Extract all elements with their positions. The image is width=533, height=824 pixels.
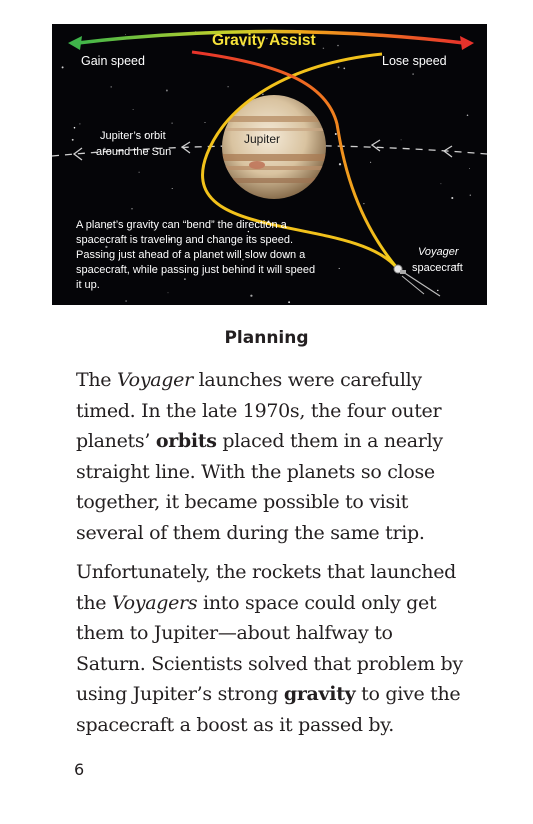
text-line: them to Jupiter—about halfway to [76, 622, 393, 644]
star [370, 162, 371, 163]
text-line: Saturn. Scientists solved that problem by [76, 652, 463, 675]
star [338, 66, 340, 68]
star [451, 197, 453, 199]
star [323, 48, 324, 49]
text-span: The [76, 369, 117, 391]
star [125, 34, 126, 35]
gain-speed-label: Gain speed [81, 54, 145, 68]
paragraph-planning [76, 365, 496, 548]
orbit-label-line1: Jupiter’s orbit [100, 130, 166, 142]
text-line [76, 426, 496, 457]
text-line [76, 679, 496, 710]
section-heading: Planning [224, 328, 309, 348]
text-span: launches were carefully [192, 369, 422, 391]
star [337, 45, 339, 47]
text-span: the [76, 591, 112, 614]
orbit-label-line2: around the Sun [96, 146, 172, 158]
jupiter-label: Jupiter [244, 132, 281, 146]
paragraph-gravity [76, 557, 496, 740]
page-number: 6 [74, 760, 85, 779]
jupiter-planet [212, 95, 342, 199]
text-line: timed. In the late 1970s, the four outer [76, 399, 442, 422]
star [227, 86, 228, 87]
text-span: placed them in a nearly [216, 430, 443, 452]
star [469, 168, 470, 169]
star [437, 290, 438, 291]
star [79, 123, 80, 124]
voyager-label-word: spacecraft [412, 262, 463, 274]
text-span: into space could only get [197, 591, 437, 614]
gain-speed-arrow-icon [68, 36, 82, 50]
star [110, 86, 112, 88]
lose-speed-arrow-icon [460, 36, 474, 50]
star [131, 208, 132, 209]
star [172, 188, 173, 189]
star [288, 301, 290, 303]
text-line: Unfortunately, the rockets that launched [76, 561, 457, 583]
text-span: planets’ [76, 430, 156, 452]
star [467, 115, 469, 117]
star [363, 203, 364, 204]
star [138, 172, 139, 173]
star [62, 66, 64, 68]
star [339, 163, 341, 165]
star [401, 139, 402, 140]
star [74, 127, 76, 129]
star [412, 73, 413, 74]
italic-term: Voyagers [111, 591, 198, 614]
star [335, 133, 337, 135]
star [262, 94, 263, 95]
star [339, 268, 340, 269]
text-line: several of them during the same trip. [76, 521, 425, 544]
italic-term: Voyager [117, 369, 193, 391]
text-span: using Jupiter’s strong [76, 683, 284, 705]
bold-term: orbits [155, 430, 217, 452]
text-line [76, 588, 496, 619]
text-span: to give the [355, 683, 461, 705]
star [133, 109, 134, 110]
voyager-label-name: Voyager [418, 246, 459, 258]
star [166, 90, 168, 92]
star [171, 122, 172, 123]
text-line: straight line. With the planets so close [76, 460, 435, 483]
star [125, 300, 127, 302]
text-line [76, 365, 496, 396]
star [72, 139, 74, 141]
text-line: together, it became possible to visit [76, 491, 409, 513]
gravity-assist-figure [52, 24, 487, 305]
orbit-arrow-right-icon [372, 140, 380, 151]
star [470, 195, 471, 196]
star [250, 295, 252, 297]
star [343, 68, 345, 70]
bold-term: gravity [283, 683, 356, 705]
figure-title: Gravity Assist [212, 32, 316, 49]
text-line: spacecraft a boost as it passed by. [76, 713, 394, 736]
star [205, 122, 206, 123]
star [440, 183, 441, 184]
figure-caption: A planet’s gravity can “bend” the direction a spacecraft is traveling and change its speed. Passing just ahead of a planet will slow down a spacecraft, while passing just behind it will speed it up. [76, 219, 316, 291]
lose-speed-label: Lose speed [382, 54, 447, 68]
